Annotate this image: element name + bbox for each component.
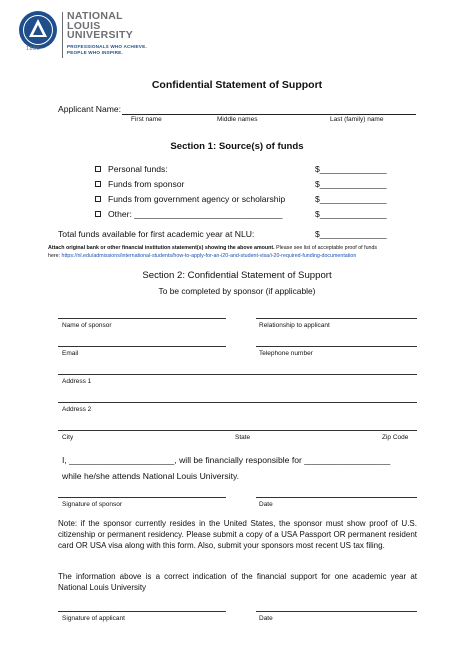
page-title: Confidential Statement of Support xyxy=(151,79,323,91)
applicant-name-field[interactable] xyxy=(122,114,416,115)
city-state-zip-field[interactable] xyxy=(58,430,417,431)
zip-code-label: Zip Code xyxy=(382,434,409,441)
applicant-signature-label: Signature of applicant xyxy=(62,615,125,622)
sponsor-funds-checkbox[interactable] xyxy=(95,181,101,187)
sponsor-date-field[interactable] xyxy=(256,497,417,498)
personal-funds-label: Personal funds: xyxy=(108,164,168,174)
personal-funds-amount[interactable]: $______________ xyxy=(315,164,387,174)
address2-field[interactable] xyxy=(58,402,417,403)
telephone-field[interactable] xyxy=(256,346,417,347)
other-funds-label[interactable]: Other: _______________________________ xyxy=(108,209,283,219)
info-statement: The information above is a correct indication of the financial support for one academic year at National Louis University xyxy=(58,572,417,592)
address1-label: Address 1 xyxy=(62,378,92,385)
email-label: Email xyxy=(62,350,79,357)
section2-subheading: To be completed by sponsor (if applicable) xyxy=(158,286,316,296)
logo-divider xyxy=(62,12,63,58)
funds-note xyxy=(48,245,438,260)
sponsor-proof-note: Note: if the sponsor currently resides in the United States, the sponsor must show proof of U.S. citizenship or permanent residency. Please submit a copy of a USA Passport OR permanent resident card OR USA visa along with this form. Also, submit your sponsors most recent US tax filing. xyxy=(58,519,417,550)
applicant-signature-field[interactable] xyxy=(58,611,226,612)
name-of-sponsor-field[interactable] xyxy=(58,318,226,319)
sponsor-funds-label: Funds from sponsor xyxy=(108,179,185,189)
state-label: State xyxy=(235,434,251,441)
email-field[interactable] xyxy=(58,346,226,347)
sponsor-signature-field[interactable] xyxy=(58,497,226,498)
tagline xyxy=(67,44,147,56)
applicant-name-label: Applicant Name: xyxy=(58,104,122,114)
applicant-date-field[interactable] xyxy=(256,611,417,612)
personal-funds-checkbox[interactable] xyxy=(95,166,101,172)
address2-label: Address 2 xyxy=(62,406,92,413)
funds-note-bold: Attach original bank or other financial institution statement(s) showing the above amount. xyxy=(48,245,275,251)
total-funds-label: Total funds available for first academic year at NLU: xyxy=(58,229,255,239)
funds-note-text: Please see list of acceptable proof of funds xyxy=(274,245,378,251)
sponsor-statement-line2: while he/she attends National Louis University. xyxy=(62,471,240,481)
logo-founded-year: 1886 xyxy=(26,46,41,52)
logo xyxy=(18,10,58,50)
first-name-caption: First name xyxy=(131,116,162,123)
funds-proof-link[interactable]: https://nl.edu/admissions/international-students/how-to-apply-for-an-i20-and-student-visa/i-20-required-funding-documentation xyxy=(61,252,357,259)
sponsor-date-label: Date xyxy=(259,501,273,508)
telephone-label: Telephone number xyxy=(259,350,313,357)
government-funds-amount[interactable]: $______________ xyxy=(315,194,387,204)
section2-heading: Section 2: Confidential Statement of Support xyxy=(142,270,332,281)
address1-field[interactable] xyxy=(58,374,417,375)
nlu-seal-icon xyxy=(18,10,58,50)
government-funds-label: Funds from government agency or scholarship xyxy=(108,194,286,204)
tagline-line2: PEOPLE WHO INSPIRE. xyxy=(67,50,123,55)
name-of-sponsor-label: Name of sponsor xyxy=(62,322,112,329)
other-funds-amount[interactable]: $______________ xyxy=(315,209,387,219)
relationship-label: Relationship to applicant xyxy=(259,322,330,329)
sponsor-statement-line1[interactable]: I, ______________________, will be financially responsible for __________________ xyxy=(62,455,391,465)
relationship-field[interactable] xyxy=(256,318,417,319)
middle-names-caption: Middle names xyxy=(217,116,258,123)
last-name-caption: Last (family) name xyxy=(330,116,384,123)
applicant-date-label: Date xyxy=(259,615,273,622)
section1-heading: Section 1: Source(s) of funds xyxy=(170,141,304,152)
sponsor-funds-amount[interactable]: $______________ xyxy=(315,179,387,189)
funds-note-prefix: here: xyxy=(48,252,62,259)
university-name-line2: LOUIS xyxy=(67,19,101,32)
city-label: City xyxy=(62,434,74,441)
university-name xyxy=(67,12,133,41)
total-funds-amount[interactable]: $______________ xyxy=(315,229,387,239)
sponsor-signature-label: Signature of sponsor xyxy=(62,501,122,508)
other-funds-checkbox[interactable] xyxy=(95,211,101,217)
tagline-line1: PROFESSIONALS WHO ACHIEVE. xyxy=(67,44,147,49)
university-name-line3: UNIVERSITY xyxy=(67,29,134,41)
government-funds-checkbox[interactable] xyxy=(95,196,101,202)
university-name-line1: NATIONAL xyxy=(67,10,123,22)
